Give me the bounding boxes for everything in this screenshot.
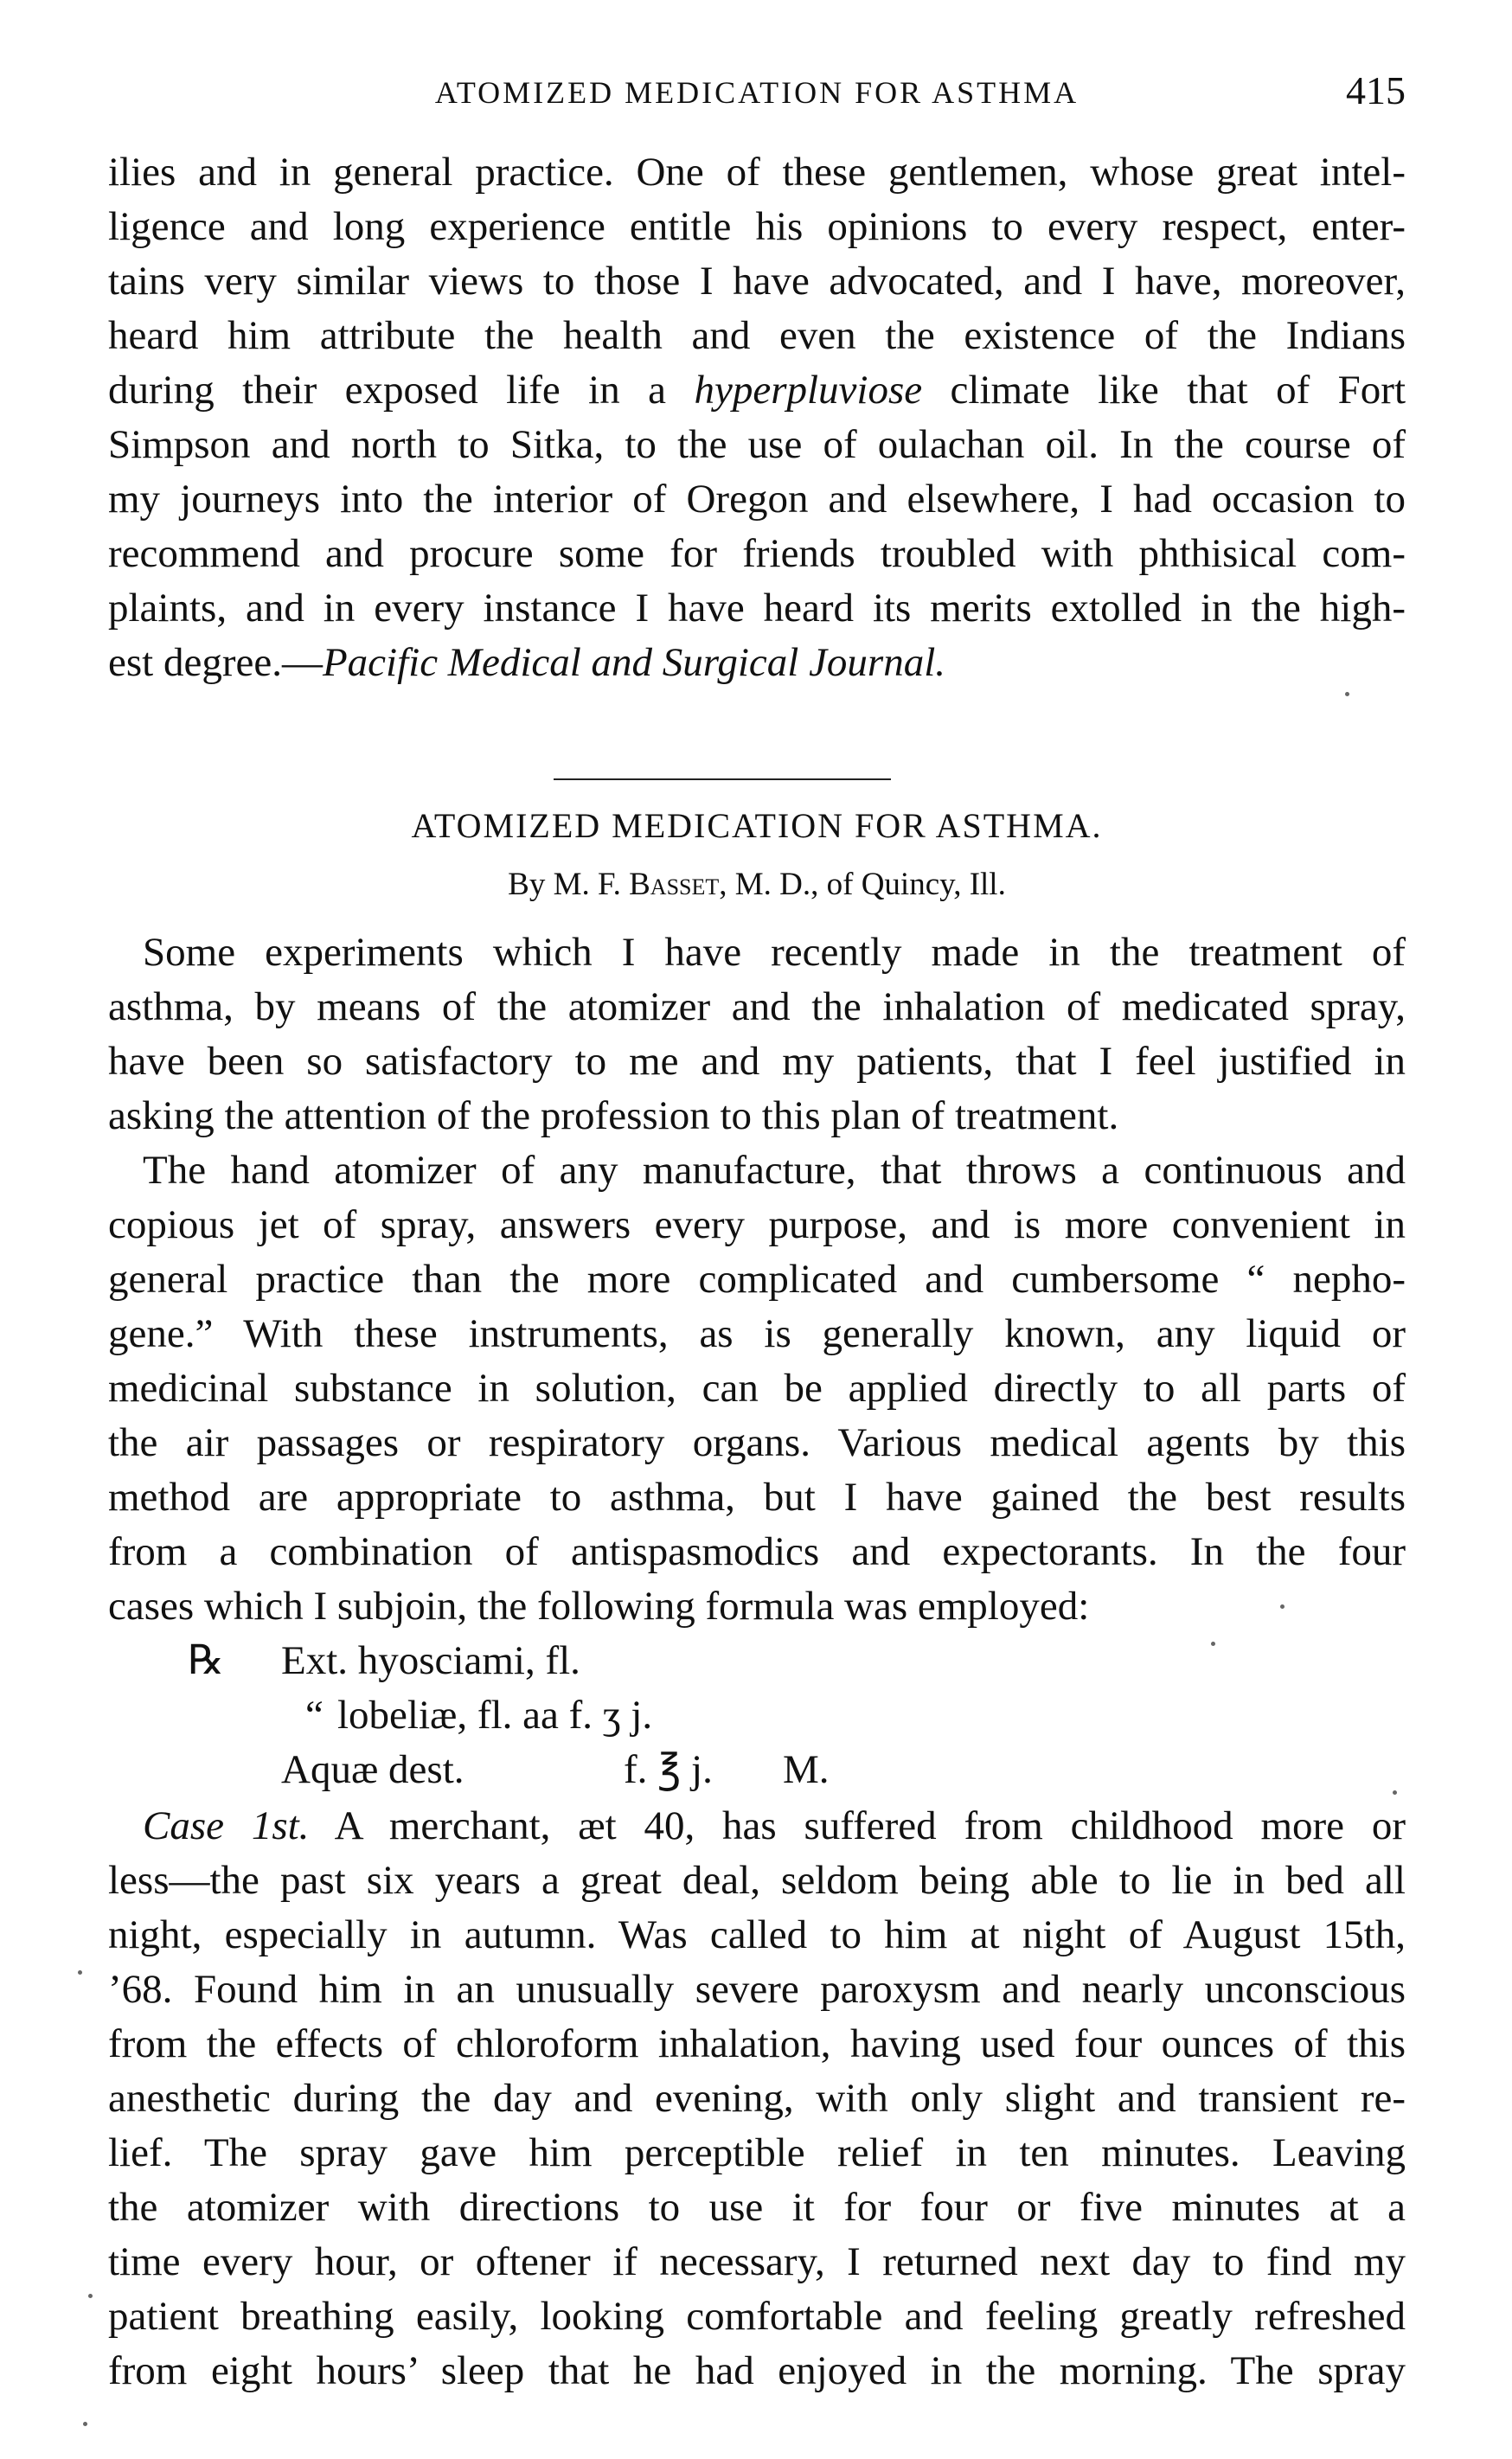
case-line: patient breathing easily, looking comfortable and feeling greatly refreshed [108,2294,1406,2339]
print-speck [1345,692,1349,696]
byline-suffix: , M. D., of Quincy, Ill. [719,867,1006,902]
paragraph-line: medicinal substance in solution, can be applied directly to all parts of [108,1366,1406,1411]
case-line: from eight hours’ sleep that he had enjoyed in the morning. The spray [108,2348,1406,2393]
text-line: tains very similar views to those I have advocated, and I have, moreover, [108,259,1406,304]
text-line: plaints, and in every instance I have heard its merits extolled in the high- [108,586,1406,631]
print-speck [1211,1642,1215,1646]
text-line: my journeys into the interior of Oregon and elsewhere, I had occasion to [108,477,1406,522]
case-line: less—the past six years a great deal, seldom being able to lie in bed all [108,1858,1406,1903]
case-line: time every hour, or oftener if necessary, I returned next day to find my [108,2239,1406,2284]
author-name: Basset [629,867,720,902]
byline-prefix: By M. F. [508,867,621,902]
case-report [108,1799,1406,2398]
paragraph-line: gene.” With these instruments, as is generally known, any liquid or [108,1311,1406,1356]
case-line: from the effects of chloroform inhalation, having used four ounces of this [108,2021,1406,2066]
print-speck [88,2294,93,2298]
article-byline [108,861,1406,908]
formula-line: Ext. hyosciami, fl. [281,1638,580,1683]
text-line [108,363,1406,418]
text-line: ilies and in general practice. One of these gentlemen, whose great intel- [108,150,1406,195]
print-speck [78,1970,82,1975]
ditto-mark: “ [305,1693,324,1738]
text-line: heard him attribute the health and even the existence of the Indians [108,313,1406,358]
page-number: 415 [1346,68,1406,112]
source-citation: Pacific Medical and Surgical Journal. [322,640,946,685]
paragraph-line: asking the attention of the profession to this plan of treatment. [108,1093,1119,1138]
print-speck [1393,1790,1397,1795]
case-line: the atomizer with directions to use it for four or five minutes at a [108,2185,1406,2230]
paragraph-line: copious jet of spray, answers every purpose, and is more convenient in [108,1202,1406,1247]
text-fragment: during their exposed life in a [108,368,667,413]
case-line: night, especially in autumn. Was called to him at night of August 15th, [108,1912,1406,1957]
rx-symbol: ℞ [188,1638,225,1683]
text-line [108,636,1406,690]
text-fragment: A merchant, æt 40, has suffered from childhood more or [309,1803,1406,1848]
case-line: anesthetic during the day and evening, with only slight and transient re- [108,2076,1406,2121]
italic-term: hyperpluviose [694,368,923,413]
paragraph-line: the air passages or respiratory organs. Various medical agents by this [108,1420,1406,1465]
prescription-formula [108,1634,1406,1798]
case-label: Case 1st. [143,1803,310,1848]
formula-line: Aquæ dest. [281,1747,464,1792]
previous-article-text [108,145,1406,690]
text-line: ligence and long experience entitle his opinions to every respect, enter- [108,204,1406,249]
case-line: ’68. Found him in an unusually severe paroxysm and nearly unconscious [108,1967,1406,2012]
running-head: ATOMIZED MEDICATION FOR ASTHMA [434,75,1080,110]
text-line: Simpson and north to Sitka, to the use of oulachan oil. In the course of [108,422,1406,467]
paragraph-line: Some experiments which I have recently made in the treatment of [143,930,1406,975]
paragraph-line: method are appropriate to asthma, but I have gained the best results [108,1475,1406,1520]
formula-quantity: f. ℥ j. [624,1747,713,1792]
text-fragment: climate like that of Fort [950,368,1406,413]
page-header [108,67,1406,123]
paragraph-line: general practice than the more complicated and cumbersome “ nepho- [108,1257,1406,1302]
text-line: recommend and procure some for friends troubled with phthisical com- [108,531,1406,576]
case-line: lief. The spray gave him perceptible relief in ten minutes. Leaving [108,2130,1406,2175]
article-body [108,925,1406,1634]
print-speck [83,2422,87,2426]
paragraph-line: The hand atomizer of any manufacture, that throws a continuous and [143,1148,1406,1193]
paragraph-line: from a combination of antispasmodics and expectorants. In the four [108,1529,1406,1574]
formula-mix: M. [783,1747,830,1792]
article-title: ATOMIZED MEDICATION FOR ASTHMA. [411,806,1103,845]
paragraph-line: have been so satisfactory to me and my patients, that I feel justified in [108,1039,1406,1084]
formula-line: lobeliæ, fl. aa f. ʒ j. [337,1693,653,1738]
paragraph-line: cases which I subjoin, the following formula was employed: [108,1584,1090,1629]
section-divider [554,778,891,780]
print-speck [1280,1604,1285,1609]
paragraph-line: asthma, by means of the atomizer and the inhalation of medicated spray, [108,984,1406,1029]
case-line [108,1799,1406,1854]
text-fragment: est degree.— [108,640,323,685]
